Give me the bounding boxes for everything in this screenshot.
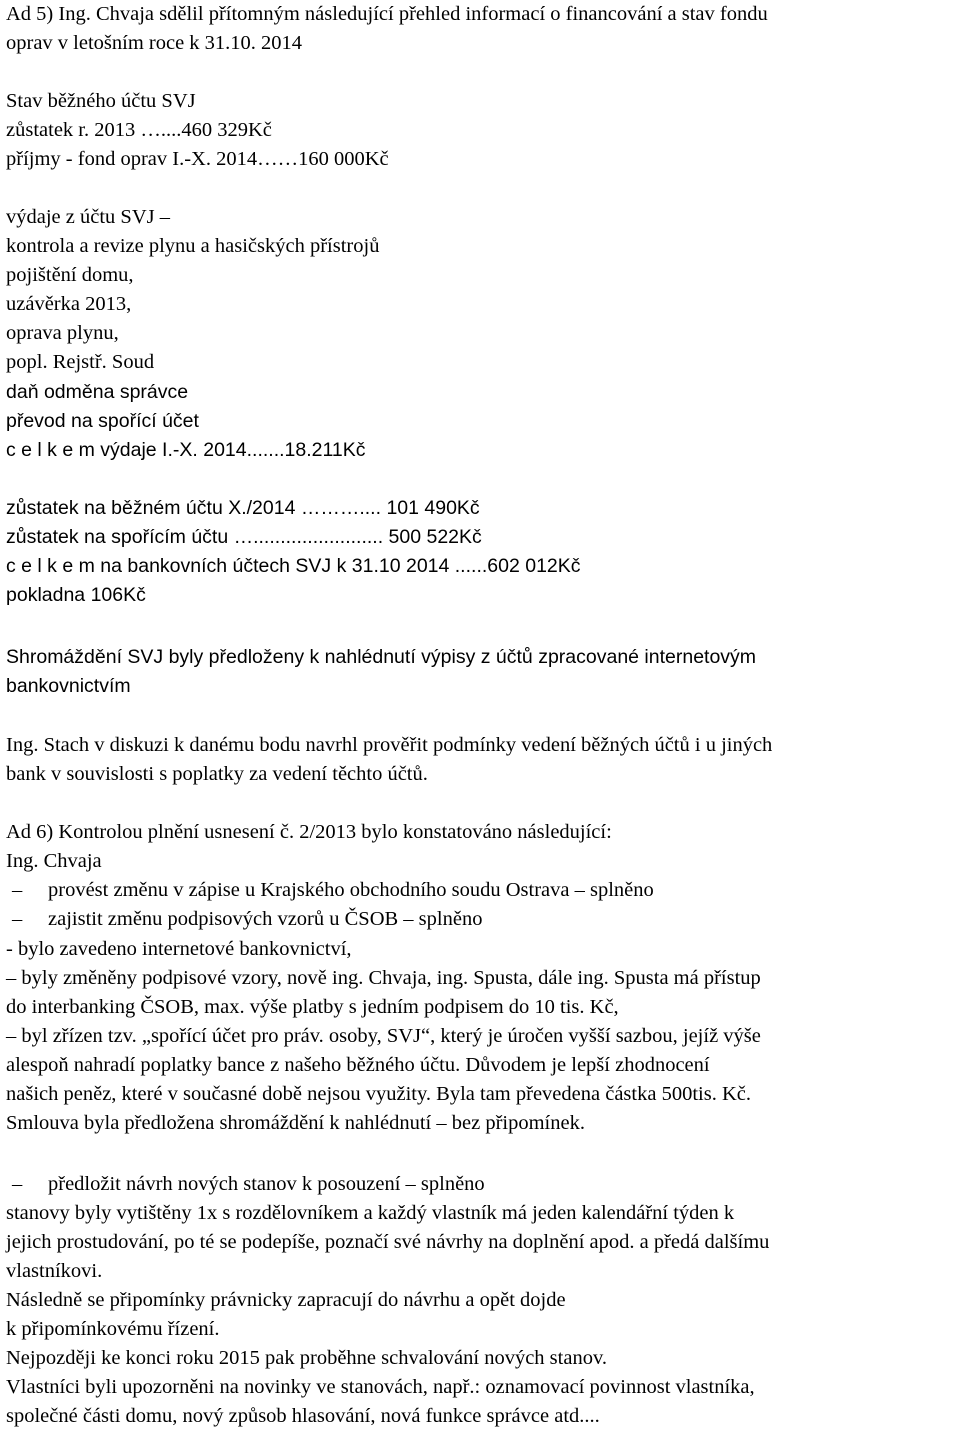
- paragraph-line: alespoň nahradí poplatky bance z našeho běžného účtu. Důvodem je lepší zhodnocení: [6, 1054, 710, 1076]
- intro-line-2: oprav v letošním roce k 31.10. 2014: [6, 32, 303, 54]
- list-item: zajistit změnu podpisových vzorů u ČSOB – splněno: [48, 908, 483, 930]
- paragraph-line: bankovnictvím: [6, 675, 131, 697]
- vydaje-heading: výdaje z účtu SVJ –: [6, 206, 170, 228]
- paragraph-line: k připomínkovému řízení.: [6, 1318, 220, 1340]
- zustatek-bezny-ucet: zůstatek na běžném účtu X./2014 ……….... 101 490Kč: [6, 497, 480, 519]
- list-dash: –: [12, 879, 23, 901]
- vydaje-item: oprava plynu,: [6, 322, 119, 344]
- paragraph-line: vlastníkovi.: [6, 1260, 103, 1282]
- list-dash: –: [12, 1173, 23, 1195]
- paragraph-line: našich peněz, které v současné době nejsou využity. Byla tam převedena částka 500tis. Kč.: [6, 1083, 751, 1105]
- intro-line-1: Ad 5) Ing. Chvaja sdělil přítomným následující přehled informací o financování a stav fondu: [6, 3, 768, 25]
- paragraph-line: Nejpozději ke konci roku 2015 pak proběhne schvalování nových stanov.: [6, 1347, 607, 1369]
- vydaje-item: daň odměna správce: [6, 381, 189, 403]
- paragraph-line: - bylo zavedeno internetové bankovnictví,: [6, 938, 352, 960]
- paragraph-line: – byly změněny podpisové vzory, nově ing. Chvaja, ing. Spusta, dále ing. Spusta má přístup: [6, 967, 761, 989]
- list-item: předložit návrh nových stanov k posouzení – splněno: [48, 1173, 485, 1195]
- vydaje-item: převod na spořící účet: [6, 410, 199, 432]
- paragraph-line: Shromáždění SVJ byly předloženy k nahlédnutí výpisy z účtů zpracované internetovým: [6, 646, 757, 668]
- celkem-vydaje: c e l k e m výdaje I.-X. 2014.......18.211Kč: [6, 439, 366, 461]
- list-item: provést změnu v zápise u Krajského obchodního soudu Ostrava – splněno: [48, 879, 654, 901]
- paragraph-line: Ing. Stach v diskuzi k danému bodu navrhl prověřit podmínky vedení běžných účtů i u jiných: [6, 734, 773, 756]
- stav-heading: Stav běžného účtu SVJ: [6, 90, 196, 112]
- pokladna: pokladna 106Kč: [6, 584, 146, 606]
- paragraph-line: bank v souvislosti s poplatky za vedení těchto účtů.: [6, 763, 428, 785]
- prijmy-line: příjmy - fond oprav I.-X. 2014……160 000Kč: [6, 148, 389, 170]
- paragraph-line: Smlouva byla předložena shromáždění k nahlédnutí – bez připomínek.: [6, 1112, 585, 1134]
- paragraph-line: Vlastníci byli upozorněni na novinky ve stanovách, např.: oznamovací povinnost vlastníka,: [6, 1376, 755, 1398]
- paragraph-line: jejich prostudování, po té se podepíše, poznačí své návrhy na doplnění apod. a předá dalšímu: [6, 1231, 770, 1253]
- paragraph-line: do interbanking ČSOB, max. výše platby s jedním podpisem do 10 tis. Kč,: [6, 996, 619, 1018]
- vydaje-item: uzávěrka 2013,: [6, 293, 132, 315]
- paragraph-line: společné části domu, nový způsob hlasování, nová funkce správce atd....: [6, 1405, 600, 1427]
- vydaje-item: popl. Rejstř. Soud: [6, 351, 155, 373]
- paragraph-line: Následně se připomínky právnicky zapracují do návrhu a opět dojde: [6, 1289, 566, 1311]
- zustatek-2013: zůstatek r. 2013 …....460 329Kč: [6, 119, 272, 141]
- vydaje-item: kontrola a revize plynu a hasičských přístrojů: [6, 235, 380, 257]
- list-dash: –: [12, 908, 23, 930]
- section-heading-ad6: Ad 6) Kontrolou plnění usnesení č. 2/2013 bylo konstatováno následující:: [6, 821, 612, 843]
- paragraph-line: Ing. Chvaja: [6, 850, 102, 872]
- celkem-bankovni-ucty: c e l k e m na bankovních účtech SVJ k 31.10 2014 ......602 012Kč: [6, 555, 581, 577]
- vydaje-item: pojištění domu,: [6, 264, 134, 286]
- zustatek-sporici-ucet: zůstatek na spořícím účtu …........................ 500 522Kč: [6, 526, 482, 548]
- paragraph-line: stanovy byly vytištěny 1x s rozdělovníkem a každý vlastník má jeden kalendářní týden k: [6, 1202, 735, 1224]
- paragraph-line: – byl zřízen tzv. „spořící účet pro práv. osoby, SVJ“, který je úročen vyšší sazbou, jejíž výše: [6, 1025, 761, 1047]
